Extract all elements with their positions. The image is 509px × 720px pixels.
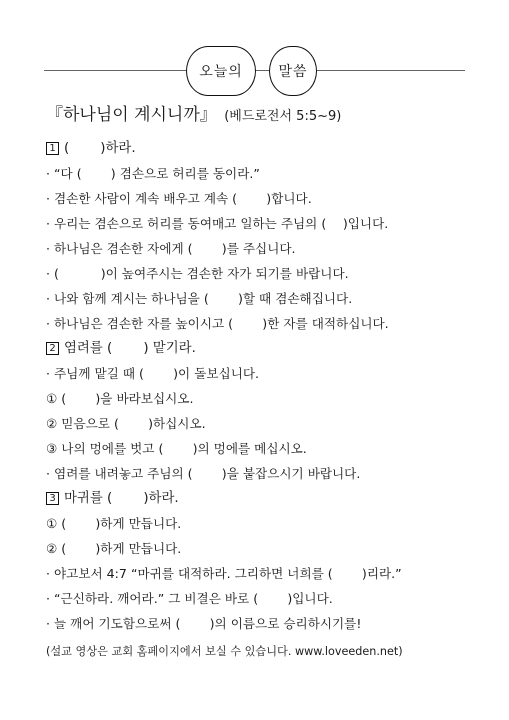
list-item: · 염려를 내려놓고 주님의 ( )을 붙잡으시기 바랍니다. xyxy=(46,466,361,481)
list-item: ② 믿음으로 ( )하십시오. xyxy=(46,416,206,431)
list-item: ② ( )하게 만듭니다. xyxy=(46,541,182,556)
section-number: 3 xyxy=(46,492,59,505)
list-item: · ( )이 높여주시는 겸손한 자가 되기를 바랍니다. xyxy=(46,266,349,281)
badge-right: 말씀 xyxy=(269,46,317,96)
list-item: · 늘 깨어 기도함으로써 ( )의 이름으로 승리하시기를! xyxy=(46,616,362,631)
section-heading: 1 ( )하라. xyxy=(46,136,489,161)
section-number: 2 xyxy=(46,342,59,355)
footer-note: (설교 영상은 교회 홈페이지에서 보실 수 있습니다. www.loveeden.net) xyxy=(46,645,403,658)
list-item: ① ( )하게 만듭니다. xyxy=(46,516,182,531)
list-item: · 야고보서 4:7 “마귀를 대적하라. 그리하면 너희를 ( )리라.” xyxy=(46,566,402,581)
list-item: · “근신하라. 깨어라.” 그 비결은 바로 ( )입니다. xyxy=(46,591,333,606)
badge-left: 오늘의 xyxy=(186,46,256,96)
section-heading: 2 염려를 ( ) 맡기라. xyxy=(46,336,489,361)
sermon-notes xyxy=(46,100,489,662)
section-number: 1 xyxy=(46,142,59,155)
page-title xyxy=(46,100,489,125)
title-reference: (베드로전서 5:5~9) xyxy=(224,109,342,124)
section-3 xyxy=(46,486,489,636)
list-item: · 하나님은 겸손한 자를 높이시고 ( )한 자를 대적하십니다. xyxy=(46,316,389,331)
header-badge xyxy=(0,46,509,102)
list-item: · 하나님은 겸손한 자에게 ( )를 주십니다. xyxy=(46,241,296,256)
list-item: · 나와 함께 계시는 하나님을 ( )할 때 겸손해집니다. xyxy=(46,291,353,306)
list-item: ① ( )을 바라보십시오. xyxy=(46,391,194,406)
list-item: ③ 나의 멍에를 벗고 ( )의 멍에를 메십시오. xyxy=(46,441,307,456)
list-item: · 주님께 맡길 때 ( )이 돌보십니다. xyxy=(46,366,260,381)
list-item: · 우리는 겸손으로 허리를 동여매고 일하는 주님의 ( )입니다. xyxy=(46,216,389,231)
list-item: · 겸손한 사람이 계속 배우고 계속 ( )합니다. xyxy=(46,191,312,206)
list-item: · “다 ( ) 겸손으로 허리를 동이라.” xyxy=(46,166,260,181)
section-1 xyxy=(46,136,489,336)
section-2 xyxy=(46,336,489,486)
section-heading: 3 마귀를 ( )하라. xyxy=(46,486,489,511)
title-main: 『하나님이 계시니까』 xyxy=(46,105,217,125)
